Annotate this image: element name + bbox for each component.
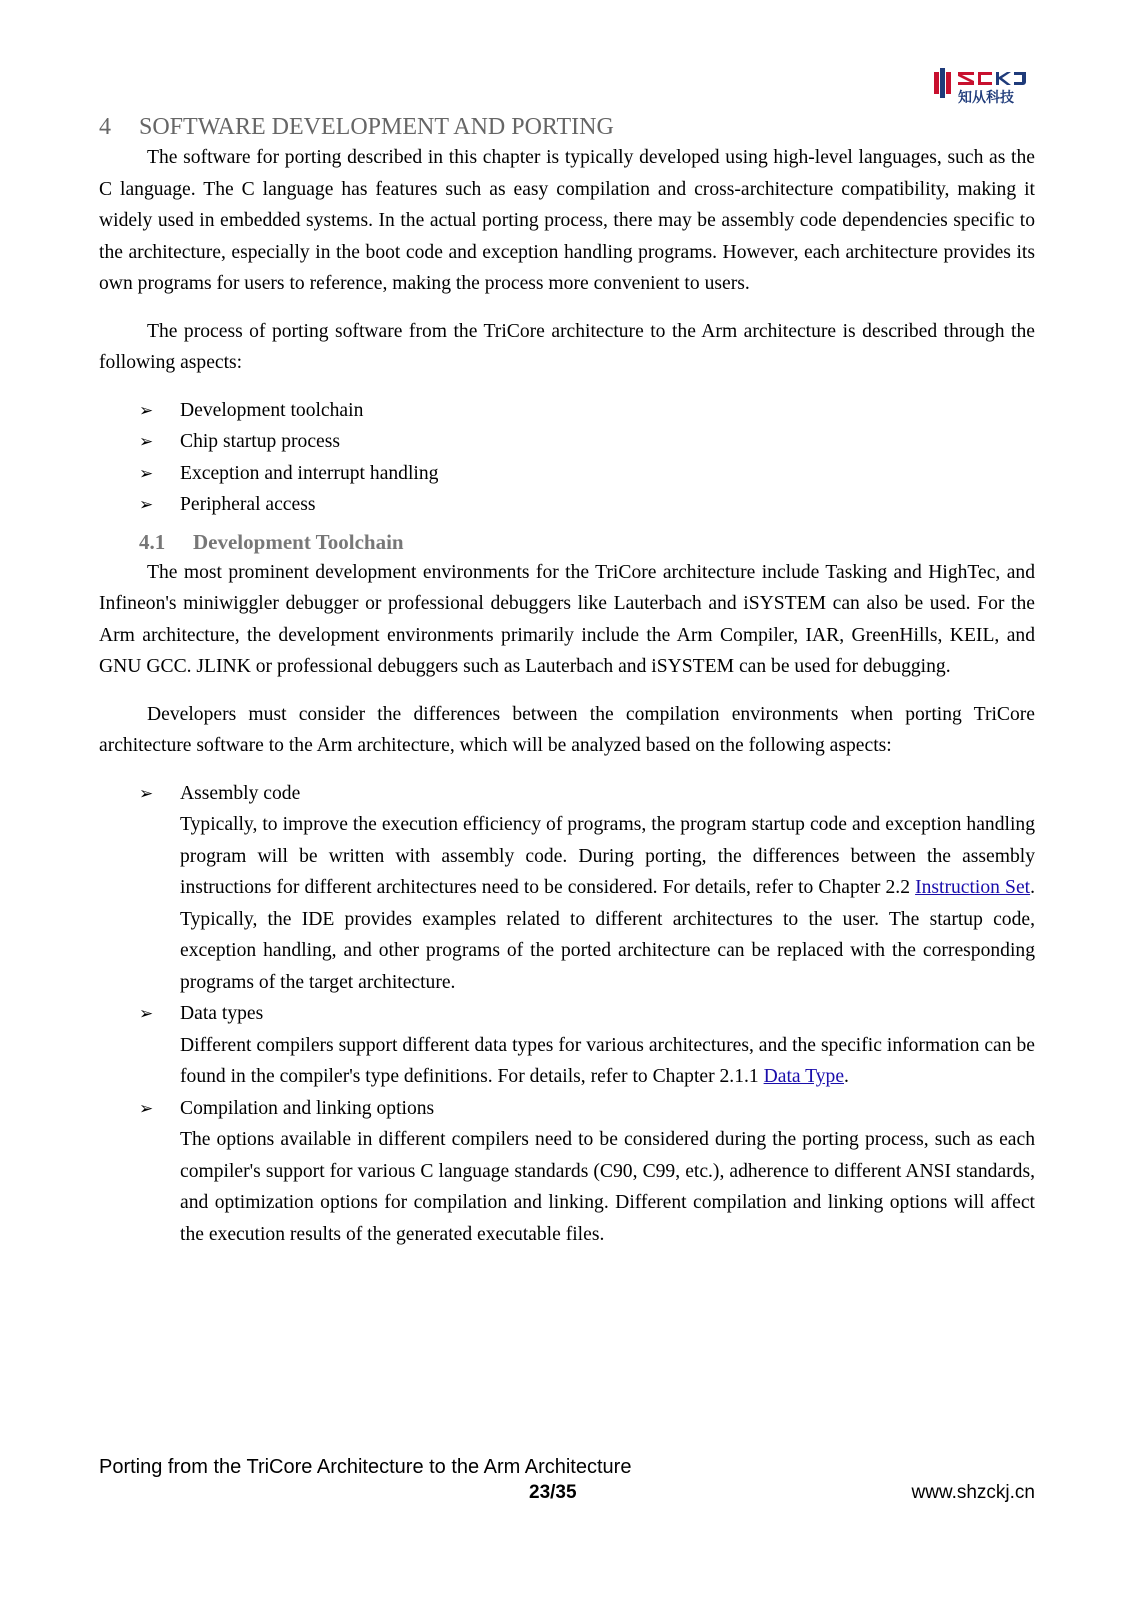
- list-item: [99, 998, 1035, 1093]
- item-title: Data types: [180, 1003, 264, 1024]
- chapter-heading: [99, 112, 1035, 142]
- instruction-set-link[interactable]: Instruction Set: [915, 877, 1031, 898]
- list-item: ➢ Exception and interrupt handling: [99, 458, 1035, 490]
- item-title: Assembly code: [180, 782, 301, 804]
- main-content: [99, 112, 1035, 1250]
- list-item: ➢ Development toolchain: [99, 395, 1035, 427]
- chapter-number: 4: [99, 114, 111, 140]
- paragraph: The process of porting software from the TriCore architecture to the Arm architecture is described through the following aspects:: [99, 320, 1035, 373]
- aspect-list: [99, 395, 1035, 521]
- item-body: The options available in different compilers need to be considered during the porting process, such as each compiler's support for various C language standards (C90, C99, etc.), adherence to different ANSI standards, and optimization options for compilation and linking. Different compilation and linking options will affect the execution results of the generated executable files.: [180, 1129, 1035, 1245]
- section-heading: [99, 527, 1035, 557]
- list-item: [99, 1093, 1035, 1251]
- page-footer: [99, 1454, 1035, 1506]
- item-title: Compilation and linking options: [180, 1097, 435, 1119]
- paragraph: The software for porting described in this chapter is typically developed using high-level languages, such as the C language. The C language has features such as easy compilation and cross-architecture compatibility, making it widely used in embedded systems. In the actual porting process, there may be assembly code dependencies specific to the architecture, especially in the boot code and exception handling programs. However, each architecture provides its own programs for users to reference, making the process more convenient to users.: [99, 147, 1035, 294]
- paragraph: The most prominent development environments for the TriCore architecture include Tasking and HighTec, and Infineon's miniwiggler debugger or professional debuggers like Lauterbach and iSYSTEM can also be used. For the Arm architecture, the development environments primarily include the Arm Compiler, IAR, GreenHills, KEIL, and GNU GCC. JLINK or professional debuggers such as Lauterbach and iSYSTEM can be used for debugging.: [99, 561, 1035, 677]
- data-type-link[interactable]: Data Type: [763, 1066, 845, 1087]
- arrow-bullet-icon: ➢: [139, 432, 154, 451]
- company-logo: [934, 66, 1040, 104]
- paragraph: Developers must consider the differences between the compilation environments when porting TriCore architecture software to the Arm architecture, which will be analyzed based on the following aspects:: [99, 703, 1035, 756]
- page-number: 23/35: [529, 1482, 577, 1503]
- arrow-bullet-icon: ➢: [139, 1098, 154, 1118]
- footer-title: Porting from the TriCore Architecture to the Arm Architecture: [99, 1456, 632, 1478]
- arrow-bullet-icon: ➢: [139, 783, 154, 803]
- item-body: Typically, to improve the execution efficiency of programs, the program startup code and exception handling program will be written with assembly code. During porting, the differences between the assembly instructions for different architectures need to be considered. For details, refer to Chapter 2.2 Instruction Set. Typically, the IDE provides examples related to different architectures to the user. The startup code, exception handling, and other programs of the ported architecture can be replaced with the corresponding programs of the target architecture.: [180, 814, 1035, 993]
- section-title: Development Toolchain: [193, 529, 404, 554]
- chapter-title: SOFTWARE DEVELOPMENT AND PORTING: [139, 114, 614, 140]
- arrow-bullet-icon: ➢: [139, 1004, 154, 1023]
- website-url: www.shzckj.cn: [911, 1482, 1035, 1503]
- list-item: ➢ Peripheral access: [99, 489, 1035, 521]
- arrow-bullet-icon: ➢: [139, 400, 154, 420]
- section-number: 4.1: [139, 529, 166, 554]
- arrow-bullet-icon: ➢: [139, 463, 154, 483]
- consideration-list: [99, 778, 1035, 1251]
- list-item: [99, 778, 1035, 999]
- list-item: ➢ Chip startup process: [99, 426, 1035, 458]
- arrow-bullet-icon: ➢: [139, 495, 154, 514]
- logo-cn-text: 知从科技: [958, 90, 1014, 104]
- item-body: Different compilers support different data types for various architectures, and the specific information can be found in the compiler's type definitions. For details, refer to Chapter 2.1.1 Data Type.: [180, 1034, 1035, 1087]
